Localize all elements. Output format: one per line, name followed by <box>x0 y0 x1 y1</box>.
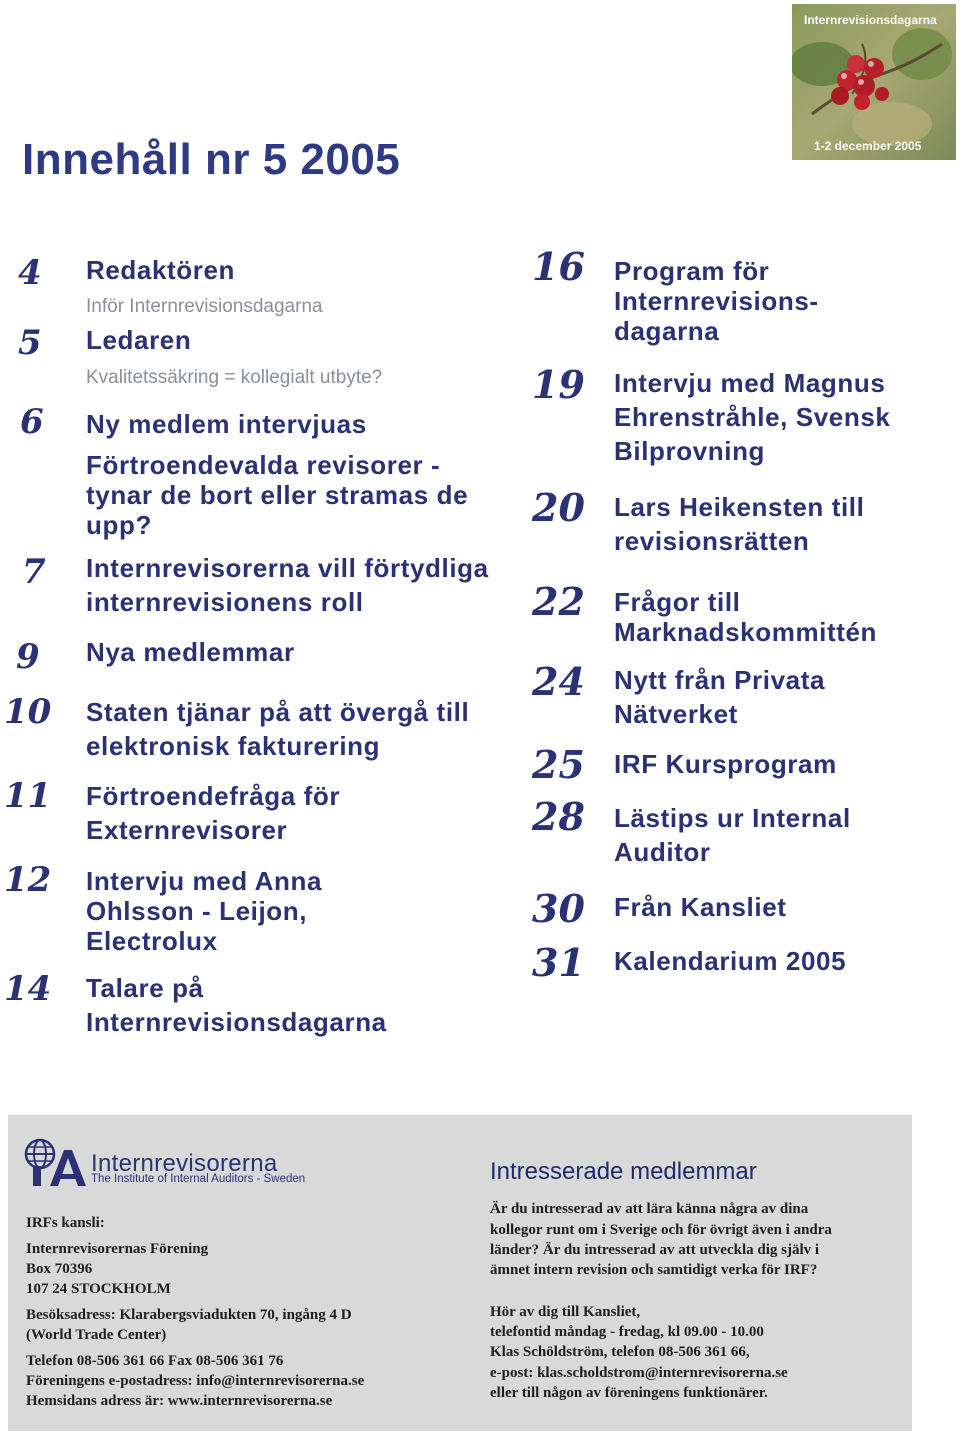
toc-entry-title: Lars Heikensten till revisionsrätten <box>614 492 865 556</box>
office-heading: IRFs kansli: <box>26 1215 105 1231</box>
toc-number: 5 <box>18 323 42 363</box>
office-website: Hemsidans adress är: www.internrevisorerna.se <box>26 1393 333 1409</box>
toc-entry-title: Frågor till Marknadskommittén <box>614 587 878 647</box>
toc-entry-title: Program för Internrevisions- dagarna <box>614 256 819 346</box>
office-line: Besöksadress: Klarabergsviadukten 70, ingång 4 D <box>26 1307 352 1323</box>
contact-email: e-post: klas.scholdstrom@internrevisorerna.se <box>490 1365 788 1381</box>
toc-entry-title: Intervju med Magnus Ehrenstråhle, Svensk Bilprovning <box>614 368 891 466</box>
office-line: Box 70396 <box>26 1261 93 1277</box>
toc-number: 9 <box>16 637 40 677</box>
toc-entry-title: Staten tjänar på att övergå till elektronisk fakturering <box>86 697 470 761</box>
office-email: Föreningens e-postadress: info@internrevisorerna.se <box>26 1373 365 1389</box>
toc-number: 25 <box>532 742 585 787</box>
toc-entry-title: Redaktören <box>86 255 236 285</box>
toc-number: 28 <box>532 794 585 839</box>
office-line: (World Trade Center) <box>26 1327 167 1343</box>
toc-number: 4 <box>18 253 42 293</box>
toc-number: 14 <box>4 969 52 1009</box>
interested-heading: Intresserade medlemmar <box>490 1158 757 1185</box>
contact-line: telefontid måndag - fredag, kl 09.00 - 10.00 <box>490 1324 764 1340</box>
logo-name: Internrevisorerna <box>91 1150 278 1177</box>
toc-entry-title: Internrevisorerna vill förtydliga internrevisionens roll <box>86 553 489 617</box>
toc-number: 19 <box>532 362 585 407</box>
office-line: Telefon 08-506 361 66 Fax 08-506 361 76 <box>26 1353 284 1369</box>
page-title: Innehåll nr 5 2005 <box>22 135 401 184</box>
toc-entry-title: Nytt från Privata Nätverket <box>614 665 826 729</box>
toc-number: 16 <box>532 244 585 289</box>
interested-line: Är du intresserad av att lära känna några av dina <box>490 1201 809 1217</box>
toc-entry-title: Lästips ur Internal Auditor <box>614 803 851 867</box>
toc-entry-title: Ledaren <box>86 325 192 355</box>
office-line: Internrevisorernas Förening <box>26 1241 209 1257</box>
toc-number: 11 <box>4 776 52 816</box>
contact-line: Hör av dig till Kansliet, <box>490 1304 641 1320</box>
toc-entry-title: IRF Kursprogram <box>614 749 837 779</box>
iia-logo-icon <box>24 1136 86 1193</box>
toc-number: 7 <box>22 552 46 592</box>
toc-number: 22 <box>532 579 585 624</box>
toc-number: 20 <box>532 485 585 530</box>
contact-line: Klas Schöldström, telefon 08-506 361 66, <box>490 1344 750 1360</box>
toc-entry-title: Nya medlemmar <box>86 637 295 667</box>
toc-number: 12 <box>4 860 52 900</box>
toc-entry-title: Intervju med Anna Ohlsson - Leijon, Electrolux <box>86 866 323 956</box>
toc-entry-extra: Förtroendevalda revisorer - tynar de bort eller stramas de upp? <box>86 450 469 540</box>
toc-entry-title: Talare på Internrevisionsdagarna <box>86 973 387 1037</box>
contact-line: eller till någon av föreningens funktionärer. <box>490 1385 768 1401</box>
cover-heading: Internrevisionsdagarna <box>804 13 937 27</box>
interested-line: kollegor runt om i Sverige och för övrigt även i andra <box>490 1222 832 1238</box>
toc-number: 6 <box>20 402 44 442</box>
toc-entry-subtitle: Kvalitetssäkring = kollegialt utbyte? <box>86 367 383 388</box>
toc-number: 30 <box>532 886 585 931</box>
toc-number: 31 <box>532 940 585 985</box>
toc-number: 24 <box>532 659 585 704</box>
interested-line: ämnet intern revision och samtidigt verka för IRF? <box>490 1262 818 1278</box>
office-line: 107 24 STOCKHOLM <box>26 1281 171 1297</box>
toc-entry-title: Förtroendefråga för Externrevisorer <box>86 781 341 845</box>
cover-image <box>792 4 956 160</box>
logo-tagline: The Institute of Internal Auditors - Sweden <box>91 1173 306 1185</box>
toc-entry-title: Kalendarium 2005 <box>614 946 847 976</box>
cover-date: 1-2 december 2005 <box>814 139 922 153</box>
interested-line: länder? Är du intresserad av att utveckla dig själv i <box>490 1242 820 1258</box>
toc-entry-title: Ny medlem intervjuas <box>86 409 367 439</box>
toc-entry-subtitle: Inför Internrevisionsdagarna <box>86 296 323 317</box>
toc-number: 10 <box>4 692 52 732</box>
toc-entry-title: Från Kansliet <box>614 892 787 922</box>
